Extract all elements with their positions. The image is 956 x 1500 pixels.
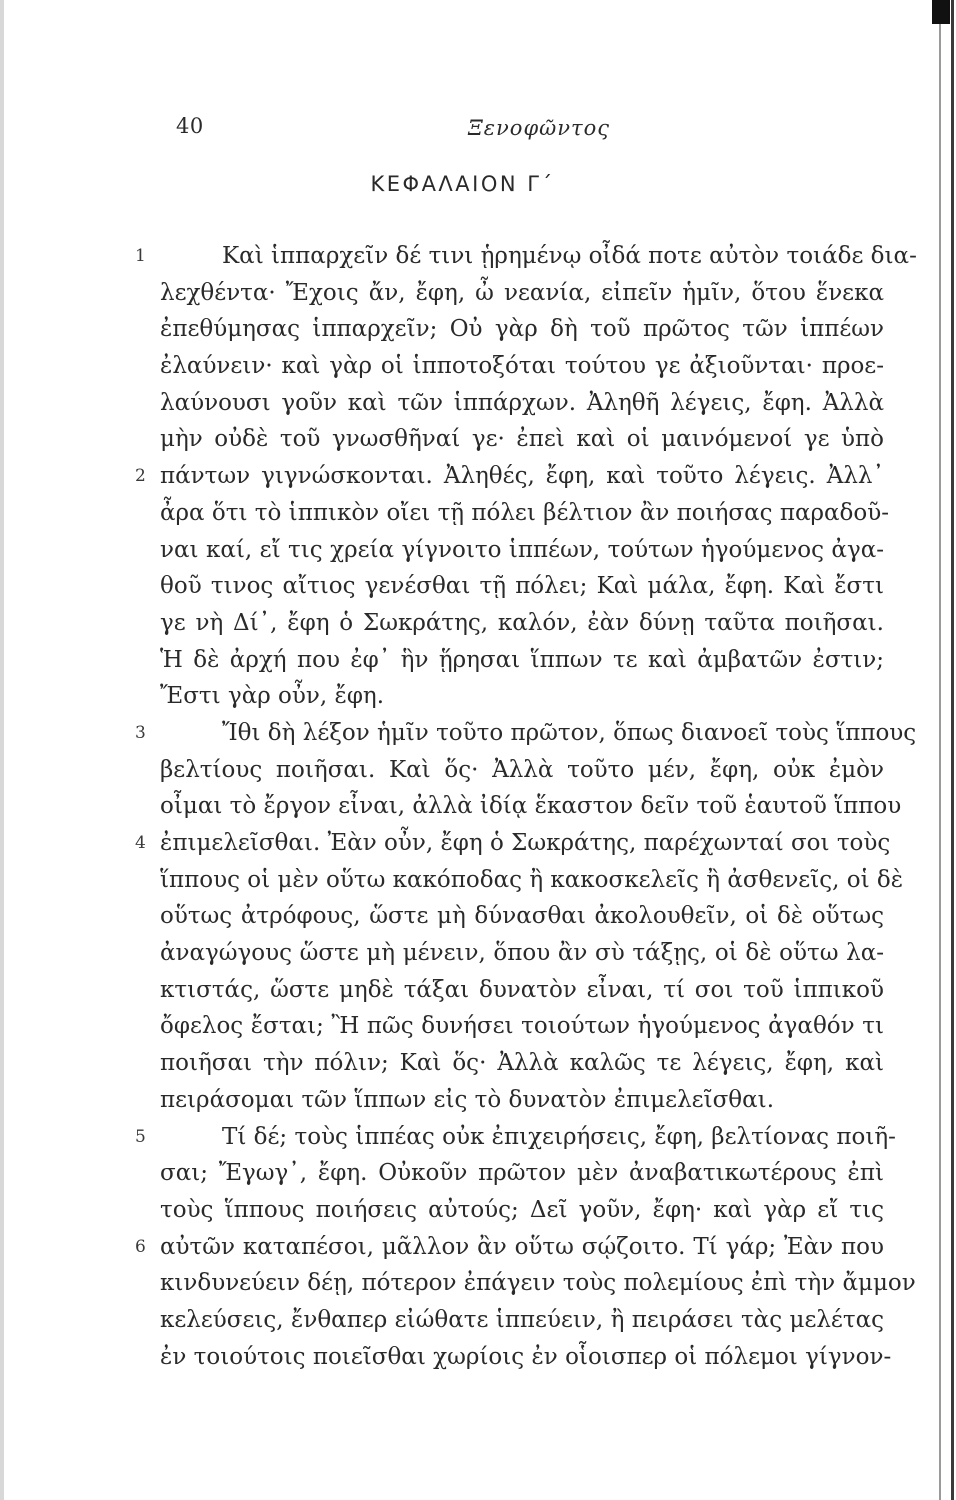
section-number: 5 xyxy=(135,1126,146,1147)
line-text: ἵππους οἱ μὲν οὕτω κακόποδας ἢ κακοσκελεῖς ἢ ἀσθενεῖς, οἱ δὲ xyxy=(160,866,904,893)
text-line xyxy=(135,238,917,275)
line-text: κτιστάς, ὥστε μηδὲ τάξαι δυνατὸν εἶναι, τί σοι τοῦ ἱππικοῦ xyxy=(160,976,884,1003)
page-number: 40 xyxy=(176,114,204,138)
text-line xyxy=(160,642,884,679)
section-number: 1 xyxy=(135,246,146,266)
line-text: ἐπιμελεῖσθαι. Ἐὰν οὖν, ἔφη ὁ Σωκράτης, παρέχωνταί σοι τοὺς xyxy=(160,830,891,856)
line-text: ποιῆσαι τὴν πόλιν; Καὶ ὅς· Ἀλλὰ καλῶς τε λέγεις, ἔφη, καὶ xyxy=(160,1050,884,1077)
text-line xyxy=(160,275,884,312)
line-text: βελτίους ποιῆσαι. Καὶ ὅς· Ἀλλὰ τοῦτο μέν, ἔφη, οὐκ ἐμὸν xyxy=(160,756,884,783)
line-text: κινδυνεύειν δέῃ, πότερον ἐπάγειν τοὺς πολεμίους ἐπὶ τὴν ἄμμον xyxy=(160,1270,916,1297)
section-number: 2 xyxy=(135,466,146,487)
line-text: οὕτως ἀτρόφους, ὥστε μὴ δύνασθαι ἀκολουθεῖν, οἱ δὲ οὕτως xyxy=(160,903,884,930)
line-text: ἀναγώγους ὥστε μὴ μένειν, ὅπου ἂν σὺ τάξῃς, οἱ δὲ οὕτω λα- xyxy=(160,940,884,967)
text-line xyxy=(160,862,904,899)
text-line xyxy=(160,311,884,348)
text-line xyxy=(160,532,884,569)
section-number: 4 xyxy=(135,833,146,853)
line-text: σαι; Ἔγωγ᾽, ἔφη. Οὐκοῦν πρῶτον μὲν ἀναβατικωτέρους ἐπὶ xyxy=(160,1160,884,1187)
text-line xyxy=(160,752,884,789)
line-text: αὐτῶν καταπέσοι, μᾶλλον ἂν οὕτω σῴζοιτο. Τί γάρ; Ἐὰν που xyxy=(160,1233,884,1260)
line-text: Ἡ δὲ ἀρχή που ἐφ᾽ ἣν ᾕρησαι ἵππων τε καὶ ἀμβατῶν ἐστιν; xyxy=(160,646,884,673)
text-line xyxy=(135,715,917,752)
text-line xyxy=(160,678,884,715)
text-line xyxy=(160,972,884,1009)
text-line xyxy=(135,1119,896,1156)
text-line xyxy=(135,458,884,495)
text-line xyxy=(160,348,884,385)
line-text: θοῦ τινος αἴτιος γενέσθαι τῇ πόλει; Καὶ μάλα, ἔφη. Καὶ ἔστι xyxy=(160,573,884,600)
chapter-title: ΚΕΦΑΛΑΙΟΝ Γ΄ xyxy=(370,172,555,196)
text-line xyxy=(160,1339,892,1376)
line-text: Καὶ ἱππαρχεῖν δέ τινι ᾑρημένῳ οἶδά ποτε αὐτὸν τοιάδε δια- xyxy=(222,243,917,269)
text-line xyxy=(160,1192,884,1229)
line-text: ναι καί, εἴ τις χρεία γίγνοιτο ἱππέων, τούτων ἡγούμενος ἀγα- xyxy=(160,536,884,563)
line-text: ἆρα ὅτι τὸ ἱππικὸν οἴει τῇ πόλει βέλτιον ἂν ποιήσας παραδοῦ- xyxy=(160,499,890,526)
line-text: κελεύσεις, ἔνθαπερ εἰώθατε ἱππεύειν, ἢ πειράσει τὰς μελέτας xyxy=(160,1306,884,1333)
scan-binding-edge xyxy=(925,0,956,1500)
running-head: Ξενοφῶντος xyxy=(468,116,611,140)
line-text: Ἔστι γὰρ οὖν, ἔφη. xyxy=(160,683,385,710)
text-line xyxy=(135,1229,884,1266)
line-text: λεχθέντα· Ἔχοις ἄν, ἔφη, ὦ νεανία, εἰπεῖν ἡμῖν, ὅτου ἕνεκα xyxy=(160,279,884,306)
section-number: 6 xyxy=(135,1236,146,1257)
body-text xyxy=(135,238,917,1375)
line-text: ἐν τοιούτοις ποιεῖσθαι χωρίοις ἐν οἷοισπερ οἱ πόλεμοι γίγνον- xyxy=(160,1343,892,1370)
line-text: πάντων γιγνώσκονται. Ἀληθές, ἔφη, καὶ τοῦτο λέγεις. Ἀλλ᾽ xyxy=(160,463,884,490)
line-text: Ἴθι δὴ λέξον ἡμῖν τοῦτο πρῶτον, ὅπως διανοεῖ τοὺς ἵππους xyxy=(222,719,917,746)
line-text: γε νὴ Δί᾽, ἔφη ὁ Σωκράτης, καλόν, ἐὰν δύνῃ ταῦτα ποιῆσαι. xyxy=(160,609,884,636)
section-number: 3 xyxy=(135,722,146,743)
text-line xyxy=(160,788,902,825)
text-line xyxy=(160,495,890,532)
line-text: ἐπεθύμησας ἱππαρχεῖν; Οὐ γὰρ δὴ τοῦ πρῶτος τῶν ἱππέων xyxy=(160,316,884,343)
line-text: μὴν οὐδὲ τοῦ γνωσθῆναί γε· ἐπεὶ καὶ οἱ μαινόμενοί γε ὑπὸ xyxy=(160,426,884,453)
scan-corner-mark xyxy=(932,0,950,24)
line-text: οἶμαι τὸ ἔργον εἶναι, ἀλλὰ ἰδίᾳ ἕκαστον δεῖν τοῦ ἑαυτοῦ ἵππου xyxy=(160,793,902,820)
text-line xyxy=(160,421,884,458)
text-line xyxy=(160,1155,884,1192)
text-line xyxy=(160,385,884,422)
text-line xyxy=(160,1008,884,1045)
text-line xyxy=(135,825,891,862)
scan-left-edge xyxy=(0,0,4,1500)
text-line xyxy=(160,605,884,642)
line-text: Τί δέ; τοὺς ἱππέας οὐκ ἐπιχειρήσεις, ἔφη, βελτίονας ποιῆ- xyxy=(222,1123,896,1150)
line-text: λαύνουσι γοῦν καὶ τῶν ἱππάρχων. Ἀληθῆ λέγεις, ἔφη. Ἀλλὰ xyxy=(160,389,884,416)
text-line xyxy=(160,1265,916,1302)
text-line xyxy=(160,935,884,972)
line-text: τοὺς ἵππους ποιήσεις αὐτούς; Δεῖ γοῦν, ἔφη· καὶ γὰρ εἴ τις xyxy=(160,1196,884,1223)
line-text: πειράσομαι τῶν ἵππων εἰς τὸ δυνατὸν ἐπιμελεῖσθαι. xyxy=(160,1086,775,1113)
line-text: ὄφελος ἔσται; Ἢ πῶς δυνήσει τοιούτων ἡγούμενος ἀγαθόν τι xyxy=(160,1013,884,1040)
text-line xyxy=(160,568,884,605)
line-text: ἐλαύνειν· καὶ γὰρ οἱ ἱπποτοξόται τούτου γε ἀξιοῦνται· προε- xyxy=(160,353,884,380)
text-line xyxy=(160,898,884,935)
text-line xyxy=(160,1082,884,1119)
text-line xyxy=(160,1045,884,1082)
text-line xyxy=(160,1302,884,1339)
